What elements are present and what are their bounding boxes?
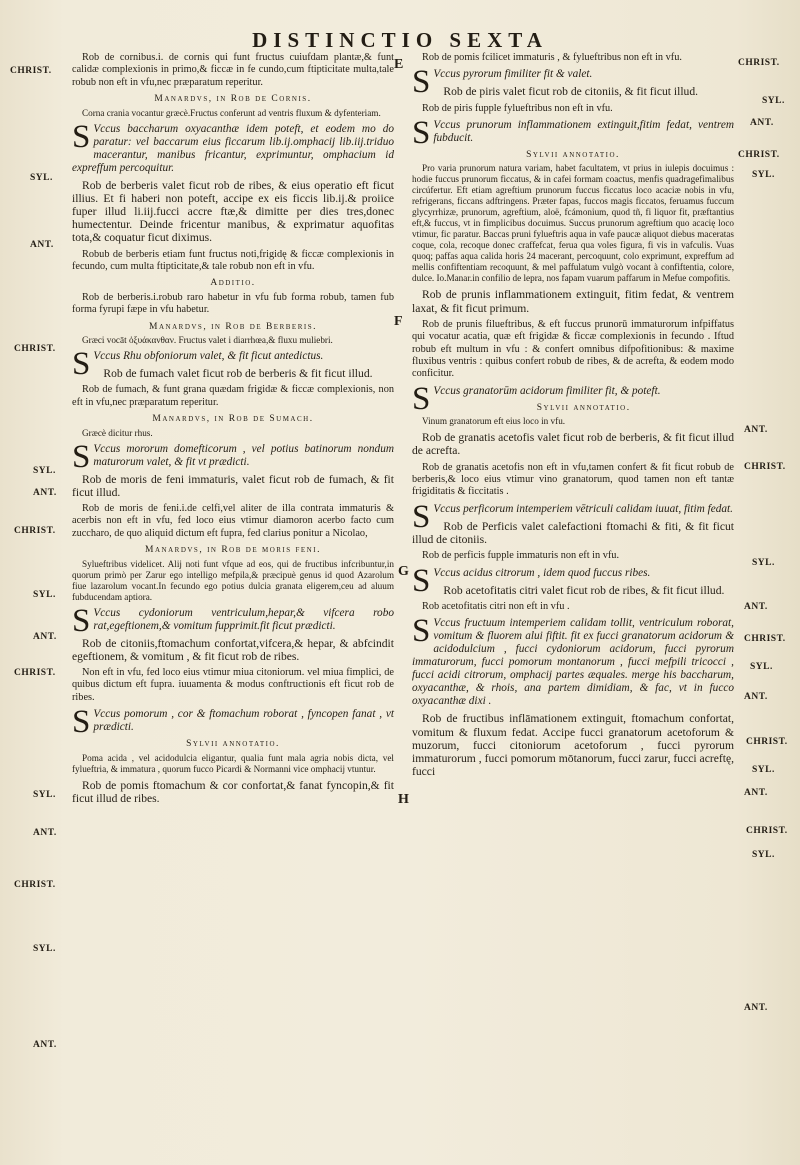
annotation-paragraph: Pro varia prunorum natura variam, habet facultatem, vt prius in iulepis docuimus : hodie fuccus prunorum ficcatus, & in cafei formam coactus, menfis quadragefimalibus circúfertur. Eft etiam agreftium prunorum fuccus ficcatus loco acaciæ nobis in vfu, refrigerans, ficcans adftringens. Præter fapas, fuccos magis ficcatos, feruamus fuccum glycyrrhizæ, prunorum, agreftium, aloë, fcámonium, quod tñ, fi liquor fit, præftantius eft,& fuccus, vt in fimplicibus docuimus. Succus prunorum agreftium quo acacię loco vtimur, fic paratur. Baccas pruni fylueftris aqua in vafe paucæ aliquot diebus maceratas coque, cola, recoque donec craffefcat, ferua qua voles figura, fi vis in vafculis. Vuas quoq; paffas aqua calida horis 24 macerant, percoquunt, colo exprimunt, expreffum ad mellis confiftentiam recoquunt, & mel paffulatum vulgò vocant à confiftentia, colore, dulce. Io.Manar.in confilio de lepra, nos fapam vuarum paffarum in Mefue compofitis. [412,163,734,284]
margin-label: SYL. [33,944,56,954]
text-paragraph: Rob de fructibus inflāmationem extinguit, ftomachum confortat, vomitum & fluxum fedat. Accipe fucci granatorum acetoforum & muzorum, fucci citoniorum acetoforum , fucci pyrorum immaturorum , fucci pomorum mōtanorum, fucci zarur, fucci acreftę, fucci [412,712,734,779]
text-paragraph: Rob acetofitatis citri valet ficut rob de ribes, & fit ficut illud. [443,583,725,597]
right-column [412,52,734,782]
drop-initial: S [72,602,91,639]
drop-initial: S [412,498,431,535]
section-letter: G [398,564,409,579]
text-paragraph: Rob de cornibus.i. de cornis qui funt fructus cuiufdam plantæ,& funt calidæ complexionis in primo,& ficcæ in fe cundo,cum ftipticitate multa,tale robub non eft in vfu,nec præparatum reperitur. [72,52,394,88]
margin-label: SYL. [752,850,775,860]
margin-label: ANT. [33,632,57,642]
recipe-heading [412,115,734,152]
margin-label: ANT. [750,118,774,128]
drop-initial: S [412,613,431,650]
caption: Sylvii annotatio. [186,739,280,750]
caption: Manardvs, in Rob de Cornis. [154,94,312,105]
text-paragraph: Rob acetofitatis citri non eft in vfu . [422,600,570,612]
margin-label: CHRIST. [746,826,788,836]
recipe-heading-text: Vccus acidus citrorum , idem quod fuccus ribes. [433,566,651,579]
margin-label: SYL. [33,590,56,600]
recipe-heading-text: Vccus pomorum , cor & ftomachum roborat , fyncopen fanat , vt prædicti. [93,708,394,734]
margin-label: ANT. [744,692,768,702]
margin-label: CHRIST. [14,526,56,536]
text-paragraph: Rob de piris valet ficut rob de citoniis, & fit ficut illud. [443,85,699,99]
text-paragraph: Rob de pomis fcilicet immaturis , & fylueftribus non eft in vfu. [422,52,682,63]
left-column [72,52,394,809]
text-paragraph: Rob de pomis ftomachum & cor confortat,& fanat fyncopin,& fit ficut illud de ribes. [72,778,394,805]
caption: Additio. [210,278,256,289]
drop-initial: S [412,562,431,599]
text-paragraph: Robub de berberis etiam funt fructus noti,frigidę & ficcæ complexionis in fecundo, cum multa ftipticitate,& tale robub non eft in vfu. [72,248,394,273]
recipe-heading [72,704,394,741]
text-paragraph: Rob de fumach valet ficut rob de berberis & fit ficut illud. [103,367,373,381]
recipe-heading-text: Vccus pyrorum fimiliter fit & valet. [433,68,593,81]
recipe-heading-text: Vccus perficorum intemperiem vētriculi calidam iuuat, fitim fedat. [433,502,733,515]
text-paragraph: Rob de berberis valet ficut rob de ribes, & eius operatio eft ficut illius. Et fi haberi non poteft, accipe ex eis ficcis lib.ij.& proiice fuper illud li.iij.fucci accre ftæ,& dimitte per dies tres,donec humectentur. Deinde fricentur manibus, & exprimatur aquofitas tota,& coquatur ficut diximus. [72,178,394,245]
annotation-paragraph: Vinum granatorum eft eius loco in vfu. [422,416,566,427]
caption: Manardvs, in Rob de moris feni. [145,545,321,556]
margin-label: ANT. [33,488,57,498]
margin-label: CHRIST. [738,150,780,160]
annotation-paragraph: Poma acida , vel acidodulcia eligantur, qualia funt mala agria nobis dicta, vel fylueftria, & immatura , quorum fucco Picardi & Normanni vice omphacij vtuntur. [72,752,394,774]
margin-label: CHRIST. [744,634,786,644]
text-paragraph: Rob de prunis filueftribus, & eft fuccus prunorū immaturorum infpiffatus qui vocatur acatia, quæ eft frigidæ & ficcæ complexionis in fecundo . Iftud robub eft multum in vfu : & confert omnibus difpofitionibus: & maxime fluxibus ventris : quibus confert robub de ribes, & de acrefta, & eodem modo conficitur. [412,318,734,380]
annotation-paragraph: Corna crania vocantur græcè.Fructus conferunt ad ventris fluxum & dyfenteriam. [82,107,381,118]
text-paragraph: Rob de Perficis valet calefactioni ftomachi & fiti, & fit ficut illud de citoniis. [412,519,734,547]
margin-label: ANT. [33,828,57,838]
annotation-paragraph: Græci vocāt ὀξυάκανθαν. Fructus valet i diarrhœa,& fluxu muliebri. [82,335,333,346]
drop-initial: S [412,64,431,101]
margin-label: ANT. [744,602,768,612]
recipe-heading [72,118,394,175]
text-paragraph: Rob de berberis.i.robub raro habetur in vfu fub forma robub, tamen fub forma fyrupi fæpe in vfu habetur. [72,291,394,316]
drop-initial: S [72,118,91,155]
recipe-heading-text: Vccus prunorum inflammationem extinguit,fitim fedat, ventrem fubducit. [433,119,734,145]
section-letter: H [398,792,409,807]
recipe-heading-text: Vccus fructuum intemperiem calidam tollit, ventriculum roborat, vomitum & fluorem alui fiftit. fit ex fucci granatorum acidorum & acidodulcium , fucci cydoniorum acidorum, fucci pyrorum immaturorum, fucci pomorum montanorum , fucci mefpili tricocci , fucci acidi citrorum, omphacij partes æquales. merge his baccharum, oxyacanthæ, & rhois, ana partem dimidiam, & fac, vt in fucco oxyacanthæ dixi . [412,617,734,708]
margin-label: SYL. [33,466,56,476]
margin-label: CHRIST. [10,66,52,76]
recipe-heading-text: Vccus cydoniorum ventriculum,hepar,& vifcera robo rat,egeftionem,& vomitum fupprimit.fit ficut prædicti. [93,606,394,632]
margin-label: SYL. [750,662,773,672]
section-letter: E [394,57,404,72]
drop-initial: S [72,346,91,383]
recipe-heading-text: Vccus granatorūm acidorum fimiliter fit, & poteft. [433,384,661,397]
margin-label: SYL. [30,173,53,183]
margin-label: CHRIST. [744,462,786,472]
recipe-heading [72,438,394,475]
margin-label: SYL. [752,170,775,180]
caption: Manardvs, in Rob de Sumach. [152,414,314,425]
text-paragraph: Rob de piris fupple fylueftribus non eft in vfu. [422,102,613,114]
text-paragraph: Rob de perficis fupple immaturis non eft in vfu. [422,550,620,562]
text-paragraph: Rob de moris de feni.i.de celfi,vel aliter de illa contrata immaturis & acerbis non eft in vfu, fed loco eius vtimur diamoron acerbo facto cum zuccharo, de quo aliquid dictum eft fupra, fed clarius ponitur a Nicolao, [72,502,394,539]
caption: Sylvii annotatio. [526,150,620,161]
text-paragraph: Non eft in vfu, fed loco eius vtimur miua citoniorum. vel miua fimplici, de quibus dictum eft fupra. iuuamenta & modus conftructionis eft ficut rob de ribes. [72,666,394,703]
annotation-paragraph: Græcè dicitur rhus. [82,427,153,438]
margin-label: SYL. [752,765,775,775]
margin-label: ANT. [744,1003,768,1013]
drop-initial: S [72,704,91,741]
text-paragraph: Rob de fumach, & funt grana quædam frigidæ & ficcæ complexionis, non eft in vfu,nec præparatum reperitur. [72,384,394,408]
drop-initial: S [72,438,91,475]
recipe-heading [72,602,394,639]
annotation-paragraph: Sylueftribus videlicet. Alij noti funt vfque ad eos, qui de fructibus infcribuntur,in quorum primò per Zarur ego intelligo mefpila,& præcipuè genus id quod Azarolum fiue lazarolum vocant.In fecundo ego potius dulcia granata eligerem,ceu ad aluum fubducendam aptiora. [72,558,394,602]
margin-label: ANT. [744,425,768,435]
margin-label: ANT. [30,240,54,250]
text-paragraph: Rob de citoniis,ftomachum confortat,vifcera,& hepar, & abfcindit egeftionem, & vomitum , & fit ficut rob de ribes. [72,636,394,663]
caption: Sylvii annotatio. [536,402,631,413]
margin-label: CHRIST. [14,344,56,354]
margin-label: ANT. [744,788,768,798]
recipe-heading-text: Vccus mororum domefticorum , vel potius batinorum nondum maturorum valet, & fit vt prædicti. [93,442,394,468]
text-paragraph: Rob de moris de feni immaturis, valet ficut rob de fumach, & fit ficut illud. [72,472,394,499]
text-paragraph: Rob de granatis acetofis valet ficut rob de berberis, & fit ficut illud de acrefta. [412,431,734,458]
margin-label: SYL. [33,790,56,800]
page-header: DISTINCTIO SEXTA [252,28,548,52]
text-paragraph: Rob de prunis inflammationem extinguit, fitim fedat, & ventrem laxat, & fit ficut primum. [412,288,734,315]
margin-label: CHRIST. [14,880,56,890]
margin-label: SYL. [752,558,775,568]
margin-label: ANT. [33,1040,57,1050]
section-letter: F [394,314,403,329]
caption: Manardvs, in Rob de Berberis. [149,321,317,332]
margin-label: SYL. [762,96,785,106]
margin-label: CHRIST. [14,668,56,678]
margin-label: CHRIST. [746,737,788,747]
text-paragraph: Rob de granatis acetofis non eft in vfu,tamen confert & fit ficut robub de berberis,& loco eius vtimur vino granatorum, quod tamen non eft tantæ frigiditatis & ficcitatis . [412,461,734,498]
recipe-heading-text: Vccus baccharum oxyacanthæ idem poteft, et eodem mo do paratur: vel baccarum eius ficcarum lib.ij.omphacij lib.iij.triduo macerantur, manibus fricantur, exprimuntur, omphacium id expreffum percoquitur. [72,122,394,174]
drop-initial: S [412,380,431,417]
margin-label: CHRIST. [738,58,780,68]
recipe-heading [412,613,734,708]
recipe-heading-text: Vccus Rhu obfoniorum valet, & fit ficut antedictus. [93,350,324,363]
drop-initial: S [412,115,431,152]
